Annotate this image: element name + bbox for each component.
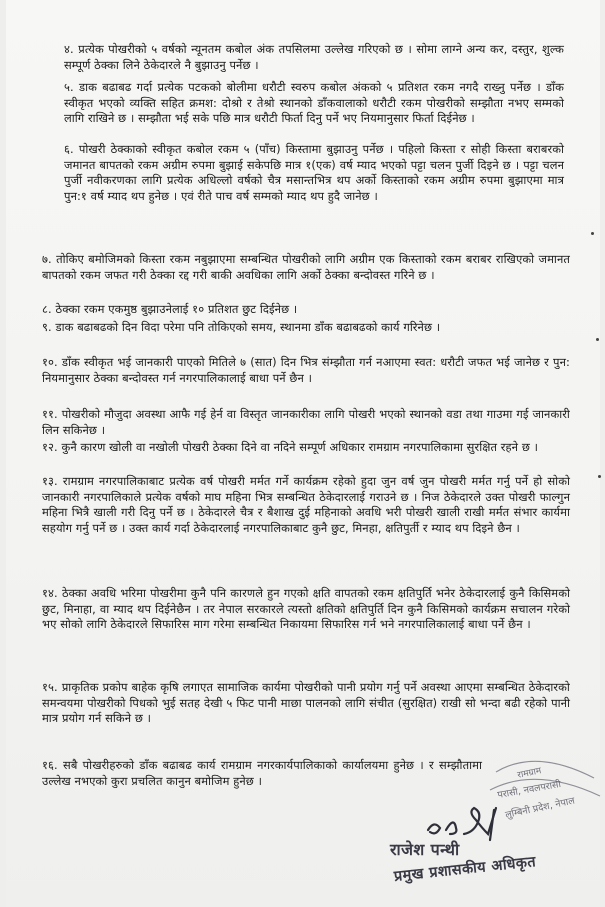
clause-text: डाक बढाबढ गर्दा प्रत्येक पटकको बोलीमा धरौटी स्वरुप कबोल अंकको ५ प्रतिशत रकम नगदै राख्नु पर्नेछ । डाँक स्वीकृत भएको व्यक्ति सहित क्रमश: दोश्रो र तेश्रो स्थानको डाँकवालाको धरौटी रकम पोखरीको सम्झौता नभए सम्मको लागि राखिने छ । सम्झौता भई सके पछि मात्र धरौटी फिर्ता दिनु पर्ने भए नियमानुसार फिर्ता दिईनेछ । (64, 80, 564, 126)
seal-text-2: परासी, नवलपरासी (496, 778, 562, 801)
clause-11 (42, 407, 570, 438)
document-page (6, 0, 600, 907)
clause-13 (42, 474, 570, 536)
clause-12 (42, 440, 570, 456)
ink-speck (591, 232, 594, 235)
clause-text: प्रत्येक पोखरीको ५ वर्षको न्यूनतम कबोल अंक तपसिलमा उल्लेख गरिएको छ । सोमा लाग्ने अन्य कर, दस्तुर, शुल्क सम्पूर्ण ठेक्का लिने ठेकेदारले नै बुझाउनु पर्नेछ । (64, 42, 564, 72)
clause-8 (42, 302, 570, 318)
clause-text: पोखरीको मौजुदा अवस्था आफै गई हेर्न वा विस्तृत जानकारीका लागि पोखरी भएको स्थानको वडा तथा गाउमा गई जानकारी लिन सकिनेछ । (42, 407, 570, 437)
clause-number: ५. (64, 80, 74, 94)
clause-text: डाक बढाबढको दिन विदा परेमा पनि तोकिएको समय, स्थानमा डाँक बढाबढको कार्य गरिनेछ । (55, 320, 441, 334)
clause-number: ७. (42, 252, 52, 266)
clause-number: ११. (42, 407, 58, 421)
clause-6 (64, 142, 564, 204)
clause-number: ४. (64, 42, 74, 56)
clause-text: ठेक्का रकम एकमुष्ठ बुझाउनेलाई १० प्रतिशत छुट दिईनेछ । (55, 302, 298, 316)
clause-number: १६. (42, 758, 58, 772)
clause-number: १२. (42, 440, 58, 454)
signatory-title: प्रमुख प्रशासकीय अधिकृत (393, 854, 537, 885)
ink-speck (598, 475, 601, 478)
clause-text: कुनै कारण खोली वा नखोली पोखरी ठेक्का दिने वा नदिने सम्पूर्ण अधिकार रामग्राम नगरपालिकामा सुरक्षित रहने छ । (61, 440, 539, 454)
clause-7 (42, 252, 570, 283)
seal-text-1: रामग्राम (516, 766, 543, 781)
clause-number: ६. (64, 142, 74, 156)
clause-text: डाँक स्वीकृत भई जानकारी पाएको मितिले ७ (सात) दिन भित्र संम्झौता गर्न नआएमा स्वत: धरौटी जफत भई जानेछ र पुन: नियमानुसार ठेक्का बन्दोवस्त गर्न नगरपालिकालाई बाधा पर्ने छैन । (42, 355, 570, 385)
clause-number: १४. (42, 586, 58, 600)
clause-text: सबै पोखरीहरुको डाँक बढाबढ कार्य रामग्राम नगरकार्यपालिकाको कार्यालयमा हुनेछ । र सम्झौतामा उल्लेख नभएको कुरा प्रचलित कानुन बमोजिम हुनेछ । (42, 758, 482, 788)
ink-speck (596, 338, 599, 341)
clause-10 (42, 355, 570, 386)
clause-number: १३. (42, 474, 58, 488)
clause-text: तोकिए बमोजिमको किस्ता रकम नबुझाएमा सम्बन्धित पोखरीको लागि अग्रीम एक किस्ताको रकम बराबर राखिएको जमानत बापतको रकम जफत गरी ठेक्का रद्द गरी बाकी अवधिका लागि अर्को ठेक्का बन्दोवस्त गरिने छ । (42, 252, 570, 282)
clause-number: १५. (42, 680, 58, 694)
clause-16 (42, 758, 482, 789)
clause-text: पोखरी ठेक्काको स्वीकृत कबोल रकम ५ (पाँच) किस्तामा बुझाउनु पर्नेछ । पहिलो किस्ता र सोही किस्ता बराबरको जमानत बापतको रकम अग्रीम रुपमा बुझाई सकेपछि मात्र १(एक) वर्ष म्याद भएको पट्टा चलन पुर्जी दिइने छ । पट्टा चलन पुर्जी नवीकरणका लागि प्रत्येक अधिल्लो वर्षको चैत्र मसान्तभित्र थप अर्को किस्ताको रकम अग्रीम रुपमा बुझाएमा मात्र पुन:१ वर्ष म्याद थप हुनेछ । एवं रीते पाच वर्ष सम्मको म्याद थप हुदै जानेछ । (64, 142, 564, 203)
signatory-name: राजेश पन्थी (390, 840, 460, 859)
clause-text: रामग्राम नगरपालिकाबाट प्रत्येक वर्ष पोखरी मर्मत गर्ने कार्यक्रम रहेको हुदा जुन वर्ष जुन पोखरी मर्मत गर्नु पर्ने हो सोको जानकारी नगरपालिकाले प्रत्येक वर्षको माघ महिना भित्र सम्बन्धित ठेकेदारलाई गराउने छ । निज ठेकेदारले उक्त पोखरी फाल्गुन महिना भित्रै खाली गरी दिनु पर्ने छ । ठेकेदारले चैत्र र बैशाख दुई महिनाको अवधि भरी पोखरी खाली राखी मर्मत संभार कार्यमा सहयोग गर्नु पर्ने छ । उक्त कार्य गर्दा ठेकेदारलाई नगरपालिकाबाट कुनै छुट, मिनहा, क्षतिपुर्ती र म्याद थप दिइने छैन । (42, 474, 570, 535)
clause-number: ९. (42, 320, 52, 334)
clause-number: १०. (42, 355, 58, 369)
seal-text-3: लुम्बिनी प्रदेश, नेपाल (504, 795, 576, 821)
clause-text: ठेक्का अवधि भरिमा पोखरीमा कुनै पनि कारणले हुन गएको क्षति वापतको रकम क्षतिपुर्ति भनेर ठेकेदारलाई कुनै किसिमको छुट, मिनाहा, वा म्याद थप दिईनेछैन । तर नेपाल सरकारले त्यस्तो क्षतिको क्षतिपुर्ति दिन कुनै किसिमको कार्यक्रम सचालन गरेको भए सोको लागि ठेकेदारले सिफारिस माग गरेमा सम्बन्धित निकायमा सिफारिस गर्न भने नगरपालिकालाई बाधा पर्ने छैन । (42, 586, 571, 632)
clause-9 (42, 320, 570, 336)
clause-number: ८. (42, 302, 52, 316)
clause-14 (42, 586, 570, 633)
clause-4 (64, 42, 564, 73)
clause-15 (42, 680, 570, 727)
clause-5 (64, 80, 564, 127)
clause-text: प्राकृतिक प्रकोप बाहेक कृषि लगाएत सामाजिक कार्यमा पोखरीको पानी प्रयोग गर्नु पर्ने अवस्था आएमा सम्बन्धित ठेकेदारको समन्वयमा पोखरीको पिधको भुई सतह देखी ५ फिट पानी माछा पालनको लागि संचीत (सुरक्षित) राखी सो भन्दा बढी रहेको पानी मात्र प्रयोग गर्न सकिने छ । (42, 680, 570, 726)
